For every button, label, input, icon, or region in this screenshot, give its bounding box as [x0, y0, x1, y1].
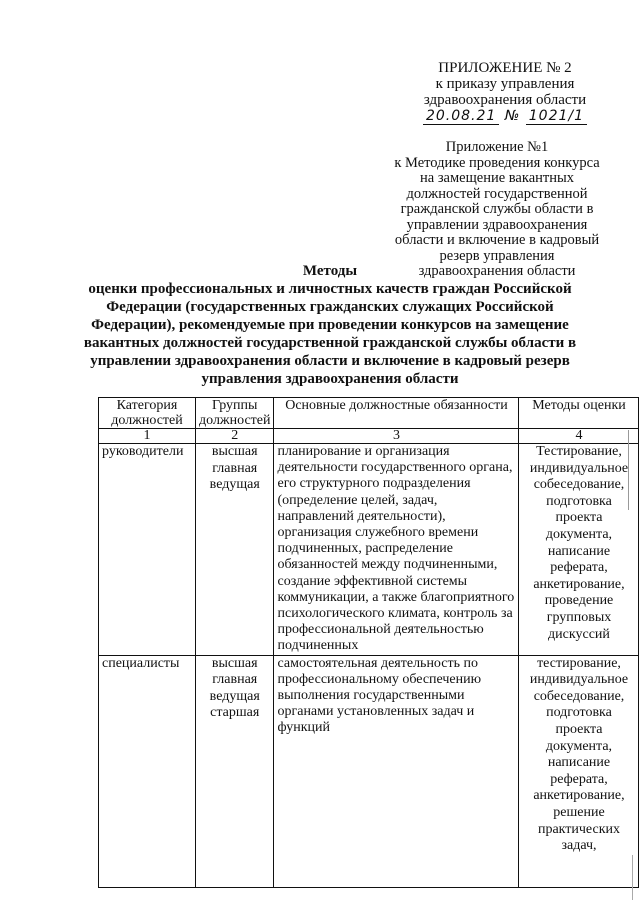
appendix-1-line: к Методике проведения конкурса [394, 154, 600, 171]
row-category: специалисты [99, 655, 196, 887]
order-number: 1021/1 [526, 108, 587, 125]
document-subtitle [80, 280, 580, 388]
appendix-2-line: здравоохранения области [423, 92, 587, 108]
document-title: Методы [302, 263, 358, 279]
header-duties: Основные должностные обязанности [274, 398, 519, 429]
appendix-2-line: к приказу управления [435, 76, 575, 92]
row-duties: планирование и организация деятельности государственного органа, его структурного подразделения (определение целей, задач, направлений деятельности), организация служебного времени подчиненных, распределение обязанностей между подчиненными, создание эффективной системы коммуникации, а также благоприятного психологического климата, контроль за профессиональной деятельностью подчиненных [274, 444, 519, 656]
scan-mark [632, 855, 633, 900]
methods-table [98, 397, 639, 888]
appendix-1-line: Приложение №1 [445, 139, 549, 155]
column-number: 4 [519, 429, 639, 444]
subtitle-line: вакантных должностей государственной гражданской службы области в [83, 335, 577, 351]
appendix-1-line: должностей государственной [406, 185, 588, 202]
subtitle-line: Федерации), рекомендуемые при проведении конкурсов на замещение [91, 317, 569, 333]
column-number: 3 [274, 429, 519, 444]
row-groups: высшая главная ведущая [196, 444, 274, 656]
row-methods: Тестирование, индивидуальное собеседование, подготовка проекта документа, написание реферата, анкетирование, проведение групповых дискуссий [519, 444, 639, 656]
appendix-2-header [385, 60, 625, 124]
table-row [99, 444, 639, 656]
column-number: 1 [99, 429, 196, 444]
header-groups: Группы должностей [196, 398, 274, 429]
order-number-label: № [504, 108, 521, 124]
appendix-1-line: гражданской службы области в [400, 201, 594, 217]
header-methods: Методы оценки [519, 398, 639, 429]
subtitle-line: управлении здравоохранения области и включение в кадровый резерв [90, 353, 570, 369]
row-category: руководители [99, 444, 196, 656]
subtitle-line: Федерации (государственных гражданских служащих Российской [106, 299, 554, 315]
subtitle-line: оценки профессиональных и личностных качеств граждан Российской [88, 281, 572, 297]
row-duties: самостоятельная деятельность по профессиональному обеспечению выполнения государственными органами установленных задач и функций [274, 655, 519, 887]
appendix-1-line: управлении здравоохранения [406, 216, 588, 233]
table-number-row [99, 429, 639, 444]
appendix-1-line: на замещение вакантных [420, 170, 574, 186]
scan-mark [628, 430, 629, 510]
column-number: 2 [196, 429, 274, 444]
appendix-1-line: области и включение в кадровый [394, 232, 600, 248]
table-header-row [99, 398, 639, 429]
appendix-1-line: здравоохранения области [418, 263, 576, 279]
row-methods: тестирование, индивидуальное собеседование, подготовка проекта документа, написание реферата, анкетирование, решение практических задач, [519, 655, 639, 887]
row-groups: высшая главная ведущая старшая [196, 655, 274, 887]
appendix-1-header [372, 140, 622, 280]
subtitle-line: управления здравоохранения области [201, 371, 459, 387]
appendix-1-line: резерв управления [439, 247, 555, 264]
order-date: 20.08.21 [423, 108, 499, 125]
order-reference [385, 108, 625, 124]
table-row [99, 655, 639, 887]
header-category: Категория должностей [99, 398, 196, 429]
appendix-2-title: ПРИЛОЖЕНИЕ № 2 [438, 60, 572, 76]
